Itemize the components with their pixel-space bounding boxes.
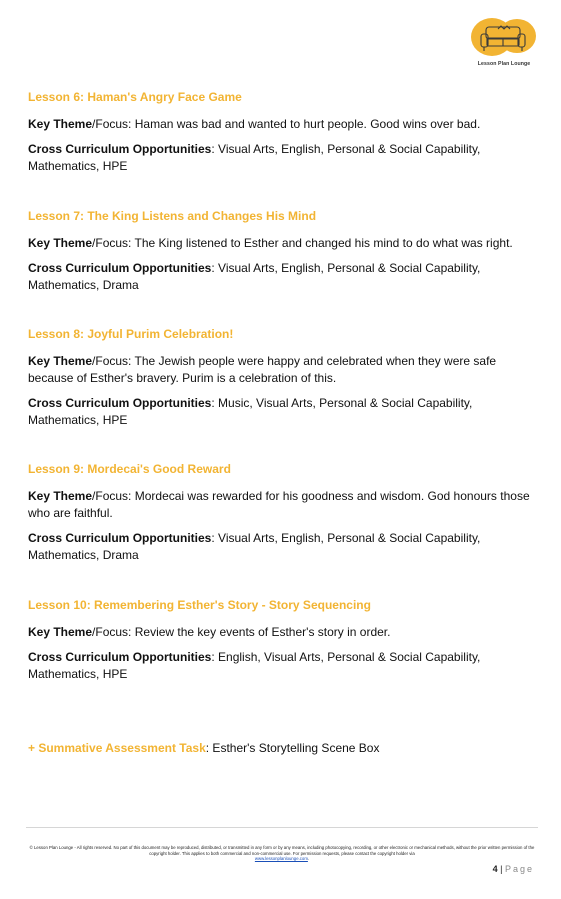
key-theme-text: Mordecai was rewarded for his goodness and wisdom. God honours those who are faithful. — [28, 489, 530, 520]
key-theme-text: The King listened to Esther and changed his mind to do what was right. — [134, 236, 513, 250]
copyright-text: © Lesson Plan Lounge - All rights reserved. No part of this document may be reproduced, distributed, or transmitted in any form or by any means, including photocopying, recording, or other electronic or mechanical methods, without the prior written permission of the copyright holder. This applies to both commercial and non-commercial use. For permission requests, please contact the copyright holder via — [29, 845, 535, 856]
lesson-8 — [28, 327, 543, 429]
cross-curriculum-label: Cross Curriculum Opportunities — [28, 142, 212, 156]
footer-divider — [26, 827, 538, 828]
focus-label: /Focus: — [92, 489, 132, 503]
cross-curriculum-label: Cross Curriculum Opportunities — [28, 396, 212, 410]
cross-curriculum-text: : Visual Arts, English, Personal & Social Capability, Mathematics, HPE — [28, 142, 481, 173]
cross-curriculum-label: Cross Curriculum Opportunities — [28, 531, 212, 545]
page-number-value: 4 — [492, 864, 498, 874]
page-separator: | — [497, 864, 505, 874]
key-theme-label: Key Theme — [28, 236, 93, 250]
lesson-10 — [28, 598, 543, 683]
lesson-title: Lesson 7: The King Listens and Changes His Mind — [28, 209, 317, 223]
focus-label: /Focus: — [92, 117, 132, 131]
cross-curriculum-text: : English, Visual Arts, Personal & Social Capability, Mathematics, HPE — [28, 650, 481, 681]
lesson-title: Lesson 8: Joyful Purim Celebration! — [28, 327, 234, 341]
key-theme — [28, 353, 543, 387]
key-theme — [28, 116, 543, 133]
sofa-icon — [470, 17, 538, 61]
logo-text: Lesson Plan Lounge — [477, 61, 531, 67]
footer-copyright — [26, 845, 538, 862]
key-theme-label: Key Theme — [28, 489, 93, 503]
cross-curriculum — [28, 649, 543, 683]
page-label: Page — [504, 864, 534, 874]
cross-curriculum — [28, 395, 543, 429]
cross-curriculum-text: : Visual Arts, English, Personal & Social Capability, Mathematics, Drama — [28, 531, 481, 562]
summative-text: : Esther's Storytelling Scene Box — [205, 741, 380, 755]
key-theme-text: Review the key events of Esther's story in order. — [134, 625, 391, 639]
key-theme-label: Key Theme — [28, 354, 93, 368]
key-theme — [28, 488, 543, 522]
lesson-title: Lesson 6: Haman's Angry Face Game — [28, 90, 242, 104]
focus-label: /Focus: — [92, 354, 132, 368]
cross-curriculum-text: : Music, Visual Arts, Personal & Social Capability, Mathematics, HPE — [28, 396, 473, 427]
cross-curriculum — [28, 260, 543, 294]
link-suffix: . — [307, 856, 310, 862]
key-theme-label: Key Theme — [28, 625, 93, 639]
key-theme-label: Key Theme — [28, 117, 93, 131]
cross-curriculum — [28, 530, 543, 564]
focus-label: /Focus: — [92, 625, 132, 639]
page-number — [493, 864, 534, 874]
key-theme-text: Haman was bad and wanted to hurt people. Good wins over bad. — [134, 117, 481, 131]
lesson-6 — [28, 90, 543, 175]
summative-label: + Summative Assessment Task — [28, 741, 206, 755]
lesson-title: Lesson 9: Mordecai's Good Reward — [28, 462, 231, 476]
lesson-9 — [28, 462, 543, 564]
focus-label: /Focus: — [92, 236, 132, 250]
key-theme — [28, 235, 543, 252]
cross-curriculum — [28, 141, 543, 175]
cross-curriculum-text: : Visual Arts, English, Personal & Social Capability, Mathematics, Drama — [28, 261, 481, 292]
lesson-7 — [28, 209, 543, 294]
key-theme-text: The Jewish people were happy and celebrated when they were safe because of Esther's bravery. Purim is a celebration of this. — [28, 354, 497, 385]
cross-curriculum-label: Cross Curriculum Opportunities — [28, 650, 212, 664]
lesson-title: Lesson 10: Remembering Esther's Story - Story Sequencing — [28, 598, 371, 612]
key-theme — [28, 624, 543, 641]
logo — [470, 17, 538, 73]
summative-assessment — [28, 741, 379, 755]
cross-curriculum-label: Cross Curriculum Opportunities — [28, 261, 212, 275]
website-link[interactable]: www.lessonplanlounge.com — [254, 856, 308, 862]
